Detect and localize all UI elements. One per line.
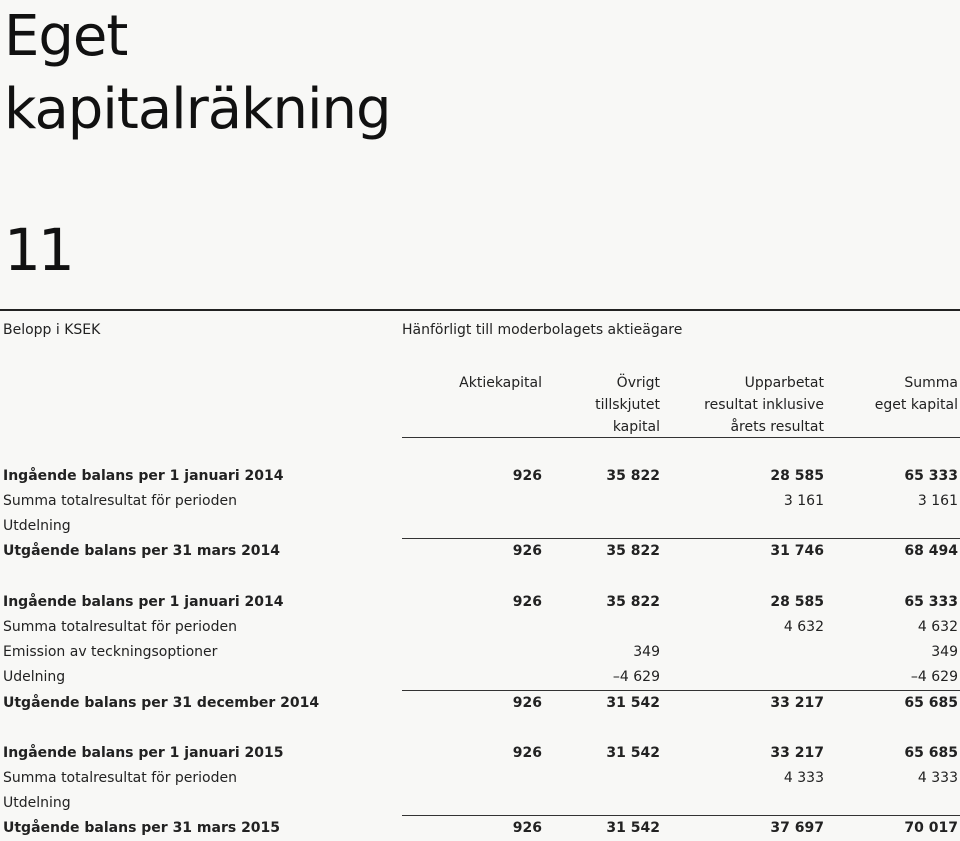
cell-other-capital: 31 542 — [606, 695, 660, 711]
row-label: Ingående balans per 1 januari 2014 — [3, 468, 284, 484]
cell-other-capital: 35 822 — [606, 468, 660, 484]
cell-retained-earnings: 33 217 — [770, 695, 824, 711]
cell-retained-earnings: 31 746 — [770, 543, 824, 559]
column-header-other-contributed-capital: Övrigt tillskjutet kapital — [595, 375, 660, 435]
row-label: Summa totalresultat för perioden — [3, 493, 237, 509]
table-row — [0, 590, 960, 615]
row-label: Utgående balans per 31 mars 2014 — [3, 543, 281, 559]
table-row — [0, 741, 960, 766]
cell-retained-earnings: 3 161 — [783, 493, 824, 509]
cell-total-equity: –4 629 — [910, 669, 958, 685]
attribution-label: Hänförligt till moderbolagets aktieägare — [402, 322, 683, 338]
cell-total-equity: 3 161 — [917, 493, 958, 509]
cell-other-capital: –4 629 — [612, 669, 660, 685]
page-title-line-2: kapitalräkning — [4, 77, 391, 142]
cell-retained-earnings: 4 632 — [783, 619, 824, 635]
cell-share-capital: 926 — [512, 594, 542, 610]
cell-retained-earnings: 33 217 — [770, 745, 824, 761]
cell-other-capital: 31 542 — [606, 820, 660, 836]
note-number: 11 — [4, 216, 72, 284]
row-label: Emission av teckningsoptioner — [3, 644, 218, 660]
page-title-line-1: Eget — [4, 4, 128, 69]
top-divider — [0, 309, 960, 311]
row-label: Ingående balans per 1 januari 2014 — [3, 594, 284, 610]
row-label: Utgående balans per 31 december 2014 — [3, 695, 320, 711]
table-row — [0, 665, 960, 690]
row-label: Ingående balans per 1 januari 2015 — [3, 745, 284, 761]
cell-retained-earnings: 28 585 — [770, 468, 824, 484]
table-row — [0, 539, 960, 564]
row-label: Udelning — [3, 669, 66, 685]
table-row — [0, 816, 960, 841]
cell-total-equity: 65 685 — [904, 745, 958, 761]
row-label: Summa totalresultat för perioden — [3, 619, 237, 635]
table-row — [0, 514, 960, 539]
column-header-total-equity: Summa eget kapital — [874, 375, 958, 413]
header-divider — [402, 437, 960, 438]
table-row — [0, 766, 960, 791]
row-label: Summa totalresultat för perioden — [3, 770, 237, 786]
cell-total-equity: 4 632 — [917, 619, 958, 635]
cell-total-equity: 65 333 — [904, 594, 958, 610]
row-label: Utdelning — [3, 518, 71, 534]
cell-share-capital: 926 — [512, 543, 542, 559]
table-row — [0, 791, 960, 816]
cell-total-equity: 349 — [931, 644, 958, 660]
cell-share-capital: 926 — [512, 695, 542, 711]
cell-total-equity: 4 333 — [917, 770, 958, 786]
cell-retained-earnings: 37 697 — [770, 820, 824, 836]
table-row — [0, 489, 960, 514]
cell-share-capital: 926 — [512, 468, 542, 484]
cell-retained-earnings: 28 585 — [770, 594, 824, 610]
cell-total-equity: 70 017 — [904, 820, 958, 836]
column-header-share-capital: Aktiekapital — [459, 375, 542, 391]
cell-other-capital: 35 822 — [606, 543, 660, 559]
cell-other-capital: 31 542 — [606, 745, 660, 761]
cell-total-equity: 65 685 — [904, 695, 958, 711]
page-title — [4, 0, 391, 146]
unit-label: Belopp i KSEK — [3, 322, 101, 338]
table-row — [0, 464, 960, 489]
table-row — [0, 640, 960, 665]
column-header-retained-earnings: Upparbetat resultat inklusive årets resultat — [704, 375, 824, 435]
cell-total-equity: 65 333 — [904, 468, 958, 484]
cell-other-capital: 349 — [633, 644, 660, 660]
cell-retained-earnings: 4 333 — [783, 770, 824, 786]
cell-total-equity: 68 494 — [904, 543, 958, 559]
table-row — [0, 691, 960, 716]
cell-share-capital: 926 — [512, 745, 542, 761]
row-label: Utgående balans per 31 mars 2015 — [3, 820, 281, 836]
table-row — [0, 615, 960, 640]
cell-other-capital: 35 822 — [606, 594, 660, 610]
row-label: Utdelning — [3, 795, 71, 811]
cell-share-capital: 926 — [512, 820, 542, 836]
